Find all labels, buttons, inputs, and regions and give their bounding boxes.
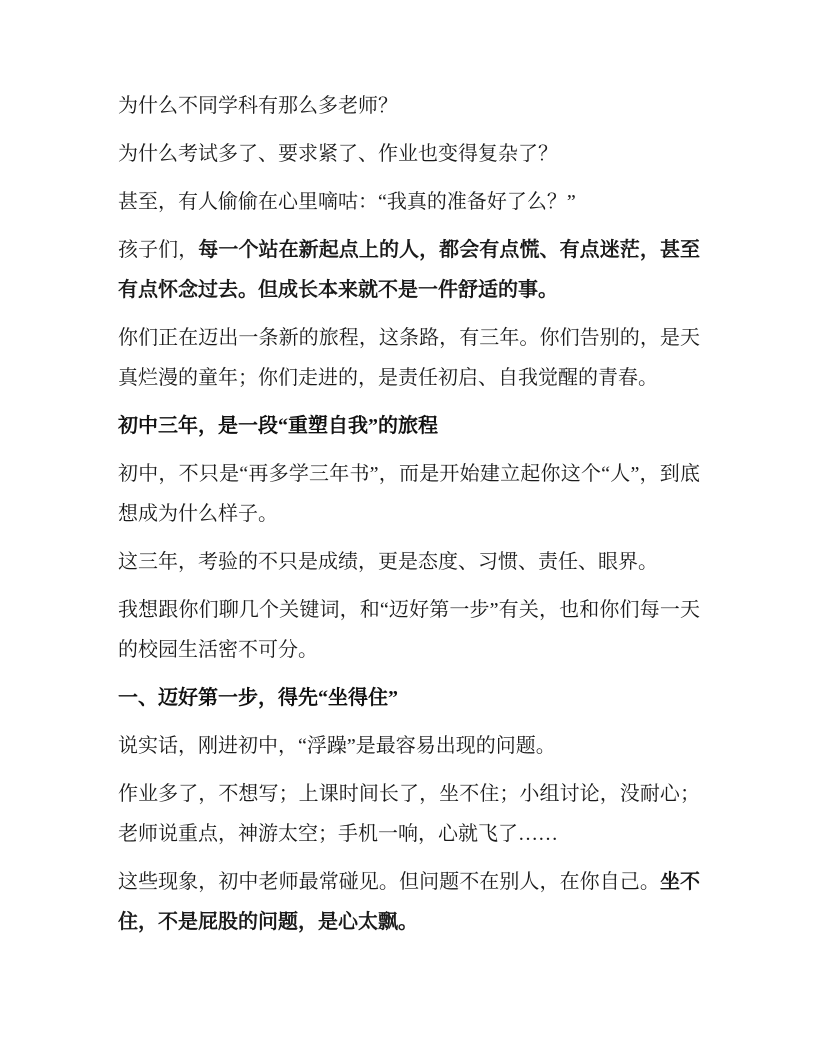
paragraph: 我想跟你们聊几个关键词，和“迈好第一步”有关，也和你们每一天的校园生活密不可分。 (118, 599, 700, 661)
paragraph: 你们正在迈出一条新的旅程，这条路，有三年。你们告别的，是天真烂漫的童年；你们走进的，是责任初启、自我觉醒的青春。 (118, 327, 700, 389)
document-body (118, 86, 700, 950)
paragraph: 作业多了，不想写；上课时间长了，坐不住；小组讨论，没耐心；老师说重点，神游太空；手机一响，心就飞了…… (118, 783, 700, 845)
text-run: 这些现象，初中老师最常碰见。但问题不在别人，在你自己。 (118, 871, 660, 893)
paragraph: 说实话，刚进初中，“浮躁”是最容易出现的问题。 (118, 735, 556, 757)
paragraph: 为什么不同学科有那么多老师？ (118, 95, 398, 117)
section-heading: 初中三年，是一段“重塑自我”的旅程 (118, 415, 438, 437)
text-run-bold: 坐不住，不是屁股的问题，是心太飘。 (118, 871, 701, 933)
text-run: 孩子们， (118, 239, 199, 261)
section-heading: 一、迈好第一步，得先“坐得住” (118, 687, 398, 709)
paragraph: 甚至，有人偷偷在心里嘀咕：“我真的准备好了么？” (118, 191, 576, 213)
text-run-bold: 每一个站在新起点上的人，都会有点慌、有点迷茫，甚至有点怀念过去。但成长本来就不是一件舒适的事。 (118, 239, 701, 301)
paragraph: 为什么考试多了、要求紧了、作业也变得复杂了？ (118, 143, 558, 165)
paragraph: 初中，不只是“再多学三年书”，而是开始建立起你这个“人”，到底想成为什么样子。 (118, 463, 700, 525)
paragraph: 这三年，考验的不只是成绩，更是态度、习惯、责任、眼界。 (118, 551, 658, 573)
paragraph (118, 862, 700, 942)
paragraph (118, 230, 700, 310)
